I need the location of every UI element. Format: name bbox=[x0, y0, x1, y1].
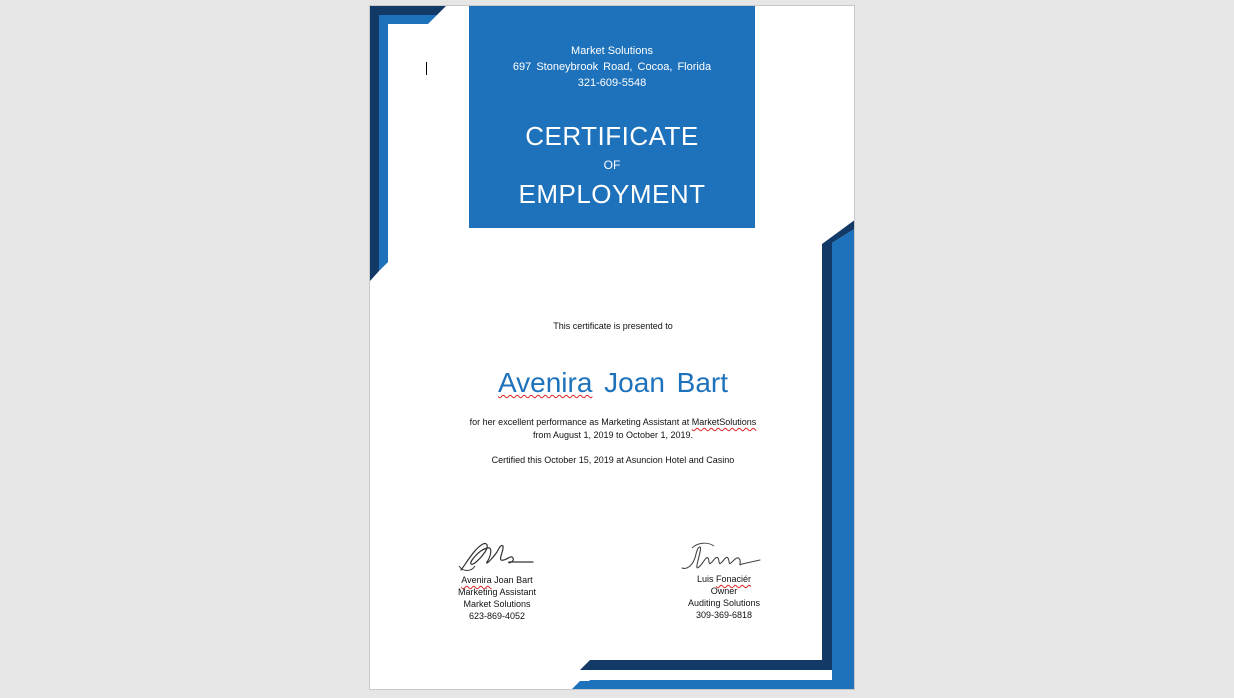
performance-prefix: for her excellent performance as Marketing Assistant at bbox=[469, 417, 692, 427]
right-signatory-title: Owner bbox=[710, 586, 738, 596]
document-page[interactable] bbox=[369, 5, 855, 690]
left-signatory-title: Marketing Assistant bbox=[457, 587, 537, 597]
left-signatory-name: Avenira Joan Bart bbox=[461, 575, 533, 585]
left-signatory bbox=[417, 574, 577, 622]
certificate-subtitle: EMPLOYMENT bbox=[518, 179, 706, 209]
right-signatory-phone: 309-369-6818 bbox=[695, 610, 753, 620]
certificate-title: CERTIFICATE bbox=[525, 121, 699, 151]
right-signature-icon bbox=[678, 540, 764, 576]
performance-text bbox=[370, 417, 855, 427]
presented-text: This certificate is presented to bbox=[553, 321, 673, 331]
left-signature-icon bbox=[457, 536, 537, 576]
recipient-rest-name: Joan Bart bbox=[592, 367, 729, 398]
certificate-title-of: OF bbox=[603, 158, 621, 172]
right-signatory bbox=[644, 573, 804, 621]
text-cursor bbox=[426, 62, 427, 75]
header-banner bbox=[469, 6, 755, 228]
company-phone: 321-609-5548 bbox=[577, 77, 647, 89]
certified-text: Certified this October 15, 2019 at Asuncion Hotel and Casino bbox=[491, 455, 735, 465]
left-signatory-phone: 623-869-4052 bbox=[468, 611, 526, 621]
right-signatory-name: Luis Fonaciér bbox=[696, 574, 752, 584]
left-signatory-company: Market Solutions bbox=[463, 599, 531, 609]
performance-company: MarketSolutions bbox=[691, 417, 757, 427]
employment-period: from August 1, 2019 to October 1, 2019. bbox=[532, 430, 694, 440]
company-name: Market Solutions bbox=[571, 45, 653, 57]
right-signatory-company: Auditing Solutions bbox=[687, 598, 761, 608]
company-address: 697 Stoneybrook Road, Cocoa, Florida bbox=[512, 61, 712, 73]
recipient-name bbox=[370, 367, 855, 399]
recipient-first-name: Avenira bbox=[497, 367, 593, 398]
